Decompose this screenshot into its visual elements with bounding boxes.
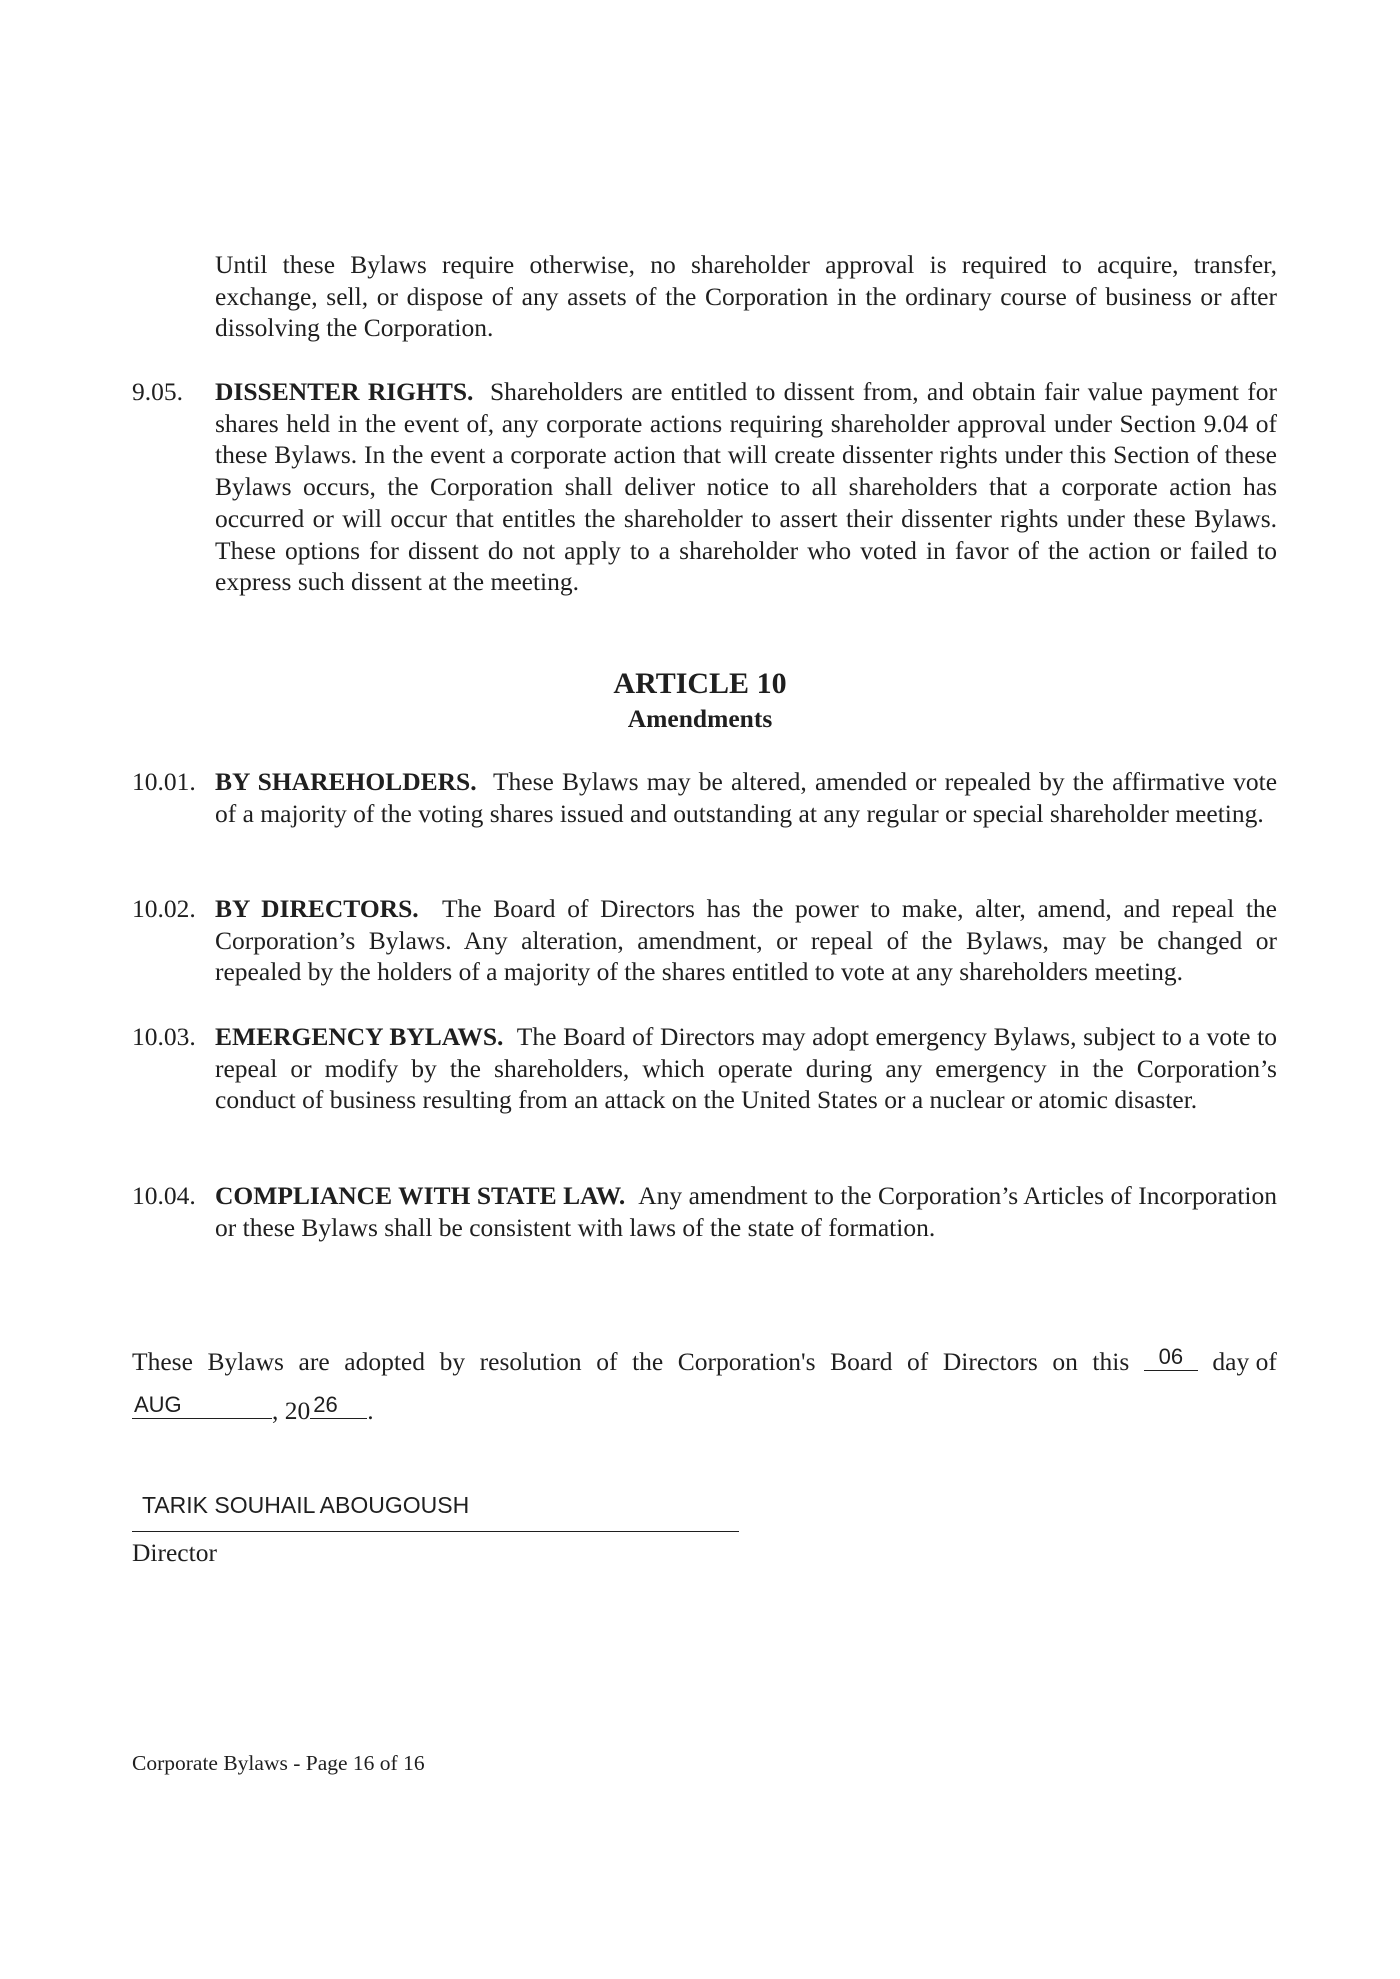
adoption-word: on xyxy=(1052,1347,1078,1376)
section-heading: BY SHAREHOLDERS. xyxy=(215,767,477,796)
intro-paragraph: Until these Bylaws require otherwise, no shareholder approval is required to acquire, transfer, exchange, sell, or dispose of any assets of the Corporation in the ordinary course of business or after dissolving the Corporation. xyxy=(215,250,1277,343)
section-text: The Board of Directors may adopt emergency Bylaws, subject to a vote to repeal or modify by the shareholders, which operate during any emergency in the Corporation’s conduct of business resulting from an attack on the United States or a nuclear or atomic disaster. xyxy=(215,1022,1277,1115)
signatory-name-field[interactable]: TARIK SOUHAIL ABOUGOUSH xyxy=(142,1492,470,1518)
section-10-01 xyxy=(132,766,1277,829)
article-subtitle: Amendments xyxy=(627,704,773,733)
adoption-statement xyxy=(132,1346,1277,1378)
year-prefix: , 20 xyxy=(272,1396,311,1425)
section-number: 10.04. xyxy=(132,1181,196,1210)
month-value: AUG xyxy=(134,1392,182,1417)
adoption-word: this xyxy=(1092,1347,1130,1376)
section-10-03 xyxy=(132,1021,1277,1116)
section-body xyxy=(215,1180,1277,1243)
signatory-title: Director xyxy=(132,1538,217,1567)
section-number: 10.01. xyxy=(132,767,196,796)
section-number: 9.05. xyxy=(132,377,183,406)
adoption-word: These xyxy=(132,1347,193,1376)
section-body xyxy=(215,766,1277,829)
end-period: . xyxy=(367,1396,374,1425)
year-value: 26 xyxy=(313,1392,338,1417)
section-text: Shareholders are entitled to dissent from, and obtain fair value payment for shares held in the event of, any corporate actions requiring shareholder approval under Section 9.04 of these Bylaws. In the event a corporate action that will create dissenter rights under this Section of these Bylaws occurs, the Corporation shall deliver notice to all shareholders that a corporate action has occurred or will occur that entitles the shareholder to assert their dissenter rights under these Bylaws. These options for dissent do not apply to a shareholder who voted in favor of the action or failed to express such dissent at the meeting. xyxy=(215,377,1277,597)
adoption-word: of xyxy=(596,1347,618,1376)
section-body xyxy=(215,376,1277,598)
adoption-word: the xyxy=(632,1347,664,1376)
section-9-05 xyxy=(132,376,1277,598)
adoption-date-line xyxy=(132,1394,374,1427)
section-heading: EMERGENCY BYLAWS. xyxy=(215,1022,504,1051)
adoption-word: of xyxy=(907,1347,929,1376)
day-of-text: day of xyxy=(1212,1347,1277,1376)
adoption-word: Corporation's xyxy=(677,1347,816,1376)
day-value: 06 xyxy=(1158,1344,1184,1369)
adoption-word: adopted xyxy=(344,1347,425,1376)
section-body xyxy=(215,893,1277,988)
section-number: 10.02. xyxy=(132,894,196,923)
section-heading: BY DIRECTORS. xyxy=(215,894,419,923)
section-text: The Board of Directors has the power to make, alter, amend, and repeal the Corporation’s Bylaws. Any alteration, amendment, or repeal of the Bylaws, may be changed or repealed by the holders of a majority of the shares entitled to vote at any shareholders meeting. xyxy=(215,894,1277,987)
section-10-04 xyxy=(132,1180,1277,1243)
adoption-word: Bylaws xyxy=(207,1347,284,1376)
year-field[interactable] xyxy=(310,1394,367,1419)
adoption-word: Board xyxy=(830,1347,893,1376)
article-title: ARTICLE 10 xyxy=(613,667,787,700)
adoption-word: by xyxy=(439,1347,466,1376)
page-footer: Corporate Bylaws - Page 16 of 16 xyxy=(132,1751,425,1775)
section-number: 10.03. xyxy=(132,1022,196,1051)
month-field[interactable] xyxy=(132,1394,272,1419)
day-field[interactable] xyxy=(1144,1346,1198,1371)
section-body xyxy=(215,1021,1277,1116)
signature-line xyxy=(132,1531,739,1532)
adoption-word: resolution xyxy=(479,1347,582,1376)
section-heading: COMPLIANCE WITH STATE LAW. xyxy=(215,1181,626,1210)
adoption-word: Directors xyxy=(942,1347,1038,1376)
section-heading: DISSENTER RIGHTS. xyxy=(215,377,474,406)
section-text: These Bylaws may be altered, amended or repealed by the affirmative vote of a majority of the voting shares issued and outstanding at any regular or special shareholder meeting. xyxy=(215,767,1278,828)
section-10-02 xyxy=(132,893,1277,988)
adoption-word: are xyxy=(298,1347,330,1376)
section-text: Any amendment to the Corporation’s Articles of Incorporation or these Bylaws shall be consistent with laws of the state of formation. xyxy=(215,1181,1277,1242)
